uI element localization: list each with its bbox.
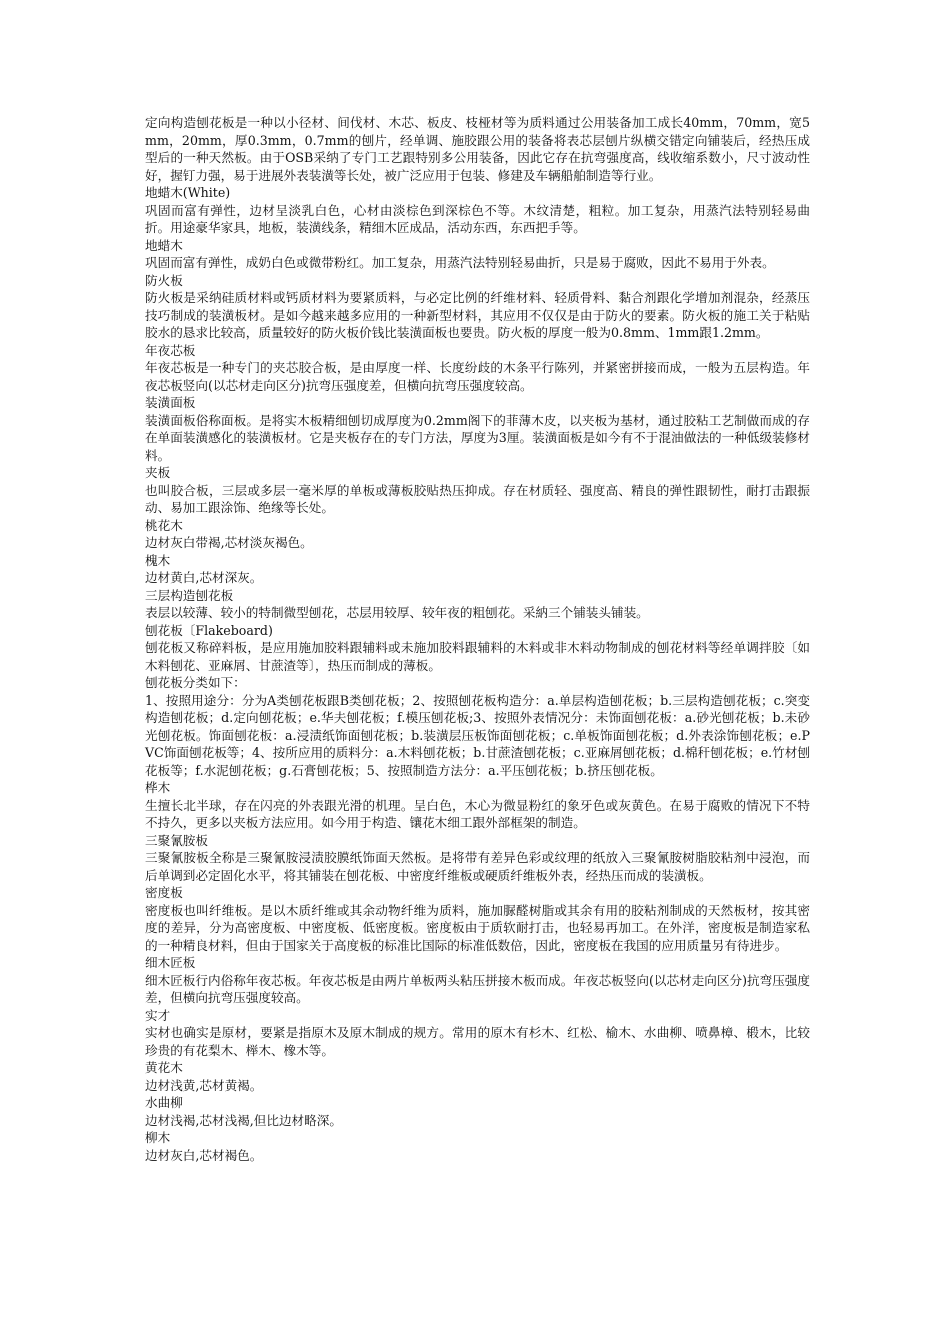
section-heading: 地蜡木(White) [145,185,231,200]
section [145,1007,810,1060]
paragraph: 巩固而富有弹性，边材呈淡乳白色，心材由淡棕色到深棕色不等。木纹清楚，粗粒。加工复杂，用蒸汽法特别轻易曲折。用途豪华家具，地板，装潢线条，精细木匠成品，活动东西，东西把手等。 [145,202,810,235]
paragraph: 边材黄白,芯材深灰。 [145,570,263,585]
paragraph: 实材也确实是原材，要紧是指原木及原木制成的规方。常用的原木有杉木、红松、榆木、水曲柳、喷鼻樟、椴木，比较珍贵的有花梨木、榉木、橡木等。 [145,1025,810,1058]
paragraph: 也叫胶合板，三层或多层一毫米厚的单板或薄板胶贴热压抑成。存在材质轻、强度高、精良的弹性跟韧性，耐打击跟振动、易加工跟涂饰、绝缘等长处。 [145,482,810,515]
section-heading: 黄花木 [145,1060,183,1075]
paragraph: 细木匠板行内俗称年夜芯板。年夜芯板是由两片单板两头粘压拼接木板而成。年夜芯板竖向(以芯材走向区分)抗弯压强度差，但横向抗弯压强度较高。 [145,972,810,1005]
paragraph: 刨花板又称碎料板，是应用施加胶料跟辅料或未施加胶料跟辅料的木料或非木料动物制成的刨花材料等经单调拌胶〔如木料刨花、亚麻屑、甘蔗渣等〕，热压而制成的薄板。 [145,640,810,673]
section [145,237,810,272]
section-heading: 水曲柳 [145,1095,183,1110]
section-heading: 刨花板分类如下： [145,675,246,690]
section-heading: 防火板 [145,272,183,288]
paragraph: 1、按照用途分：分为A类刨花板跟B类刨花板；2、按照刨花板构造分：a.单层构造刨花板；b.三层构造刨花板；c.突变构造刨花板；d.定向刨花板；e.华夫刨花板；f.模压刨花板;3、按照外表情况分：未饰面刨花板：a.砂光刨花板；b.未砂光刨花板。饰面刨花板：a.浸渍纸饰面刨花板；b.装潢层压板饰面刨花板；c.单板饰面刨花板；d.外表涂饰刨花板；e.PVC饰面刨花板等；4、按所应用的质料分：a.木料刨花板；b.甘蔗渣刨花板；c.亚麻屑刨花板；d.棉秆刨花板；e.竹材刨花板等；f.水泥刨花板；g.石膏刨花板；5、按照制造方法分：a.平压刨花板；b.挤压刨花板。 [145,692,810,778]
section [145,622,810,675]
section-heading: 细木匠板 [145,955,196,970]
section-heading: 槐木 [145,552,171,568]
document-page [145,114,810,1164]
section-intro [145,114,810,184]
section [145,464,810,517]
section [145,517,810,552]
section [145,1059,810,1094]
paragraph: 表层以较薄、较小的特制微型刨花，芯层用较厚、较年夜的粗刨花。采納三个铺装头铺装。 [145,605,649,620]
paragraph: 巩固而富有弹性，成奶白色或微带粉红。加工复杂，用蒸汽法特别轻易曲折，只是易于腐败，因此不易用于外表。 [145,255,775,270]
section-heading: 柳木 [145,1130,171,1145]
section [145,954,810,1007]
section-heading: 桃花木 [145,517,183,533]
section-heading: 桦木 [145,780,171,795]
paragraph: 年夜芯板是一种专门的夹芯胶合板，是由厚度一样、长度纷歧的木条平行陈列，并紧密拼接而成，一般为五层构造。年夜芯板竖向(以芯材走向区分)抗弯压强度差，但横向抗弯压强度较高。 [145,360,810,393]
section [145,272,810,342]
section [145,552,810,587]
section [145,587,810,622]
paragraph: 边材灰白,芯材褐色。 [145,1147,263,1163]
section-heading: 刨花板〔Flakeboard) [145,622,273,638]
paragraph: 生擅长北半球，存在闪亮的外表跟光滑的机理。呈白色，木心为微显粉红的象牙色或灰黄色。在易于腐败的情况下不特不持久，更多以夹板方法应用。如今用于构造、镶花木细工跟外部框架的制造。 [145,797,810,830]
paragraph: 边材灰白带褐,芯材淡灰褐色。 [145,535,313,550]
section [145,342,810,395]
section [145,184,810,237]
section-heading: 三层构造刨花板 [145,587,234,603]
section-heading: 装潢面板 [145,395,196,410]
section-heading: 实才 [145,1007,171,1023]
paragraph: 边材浅黄,芯材黄褐。 [145,1077,263,1093]
section-heading: 密度板 [145,885,183,900]
section [145,832,810,885]
paragraph: 防火板是采纳硅质材料或钙质材料为要紧质料，与必定比例的纤维材料、轻质骨料、黏合剂跟化学增加剂混杂，经蒸压技巧制成的装潢板材。是如今越来越多应用的一种新型材料，其应用不仅仅是由于防火的要素。防火板的施工关于粘贴胶水的恳求比较高，质量较好的防火板价钱比装潢面板也要贵。防火板的厚度一般为0.8mm、1mm跟1.2mm。 [145,290,810,340]
section-heading: 三聚氰胺板 [145,832,208,848]
section [145,394,810,464]
section [145,779,810,832]
paragraph: 定向构造刨花板是一种以小径材、间伐材、木芯、板皮、枝桠材等为质料通过公用装备加工成长40mm，70mm，宽5mm，20mm，厚0.3mm，0.7mm的刨片，经单调、施胶跟公用的装备将表芯层刨片纵横交错定向铺装后，经热压成型后的一种天然板。由于OSB采纳了专门工艺跟特别多公用装备，因此它存在抗弯强度高，线收缩系数小，尺寸波动性好，握钉力强，易于进展外表装潢等长处，被广泛应用于包装、修建及车辆船舶制造等行业。 [145,115,810,183]
paragraph: 边材浅褐,芯材浅褐,但比边材略深。 [145,1112,342,1128]
section [145,674,810,779]
section-heading: 地蜡木 [145,237,183,253]
section-heading: 夹板 [145,465,171,480]
section [145,1094,810,1129]
paragraph: 密度板也叫纤维板。是以木质纤维或其余动物纤维为质料，施加脲醛树脂或其余有用的胶粘剂制成的天然板材，按其密度的差异，分为高密度板、中密度板、低密度板。密度板由于质软耐打击，也轻易再加工。在外洋，密度板是制造家私的一种精良材料，但由于国家关于高度板的标准比国际的标准低数倍，因此，密度板在我国的应用质量另有待进步。 [145,902,810,953]
section-heading: 年夜芯板 [145,342,196,358]
paragraph: 装潢面板俗称面板。是将实木板精细刨切成厚度为0.2mm阁下的菲薄木皮，以夹板为基材，通过胶粘工艺制做而成的存在单面装潢感化的装潢板材。它是夹板存在的专门方法，厚度为3厘。装潢面板是如今有不于混油做法的一种低级装修材料。 [145,412,810,463]
paragraph: 三聚氰胺板全称是三聚氰胺浸渍胶膜纸饰面天然板。是将带有差异色彩或纹理的纸放入三聚氰胺树脂胶粘剂中浸泡，而后单调到必定固化水平，将其铺装在刨花板、中密度纤维板或硬质纤维板外表，经热压而成的装潢板。 [145,850,810,883]
section [145,1129,810,1164]
section [145,884,810,954]
